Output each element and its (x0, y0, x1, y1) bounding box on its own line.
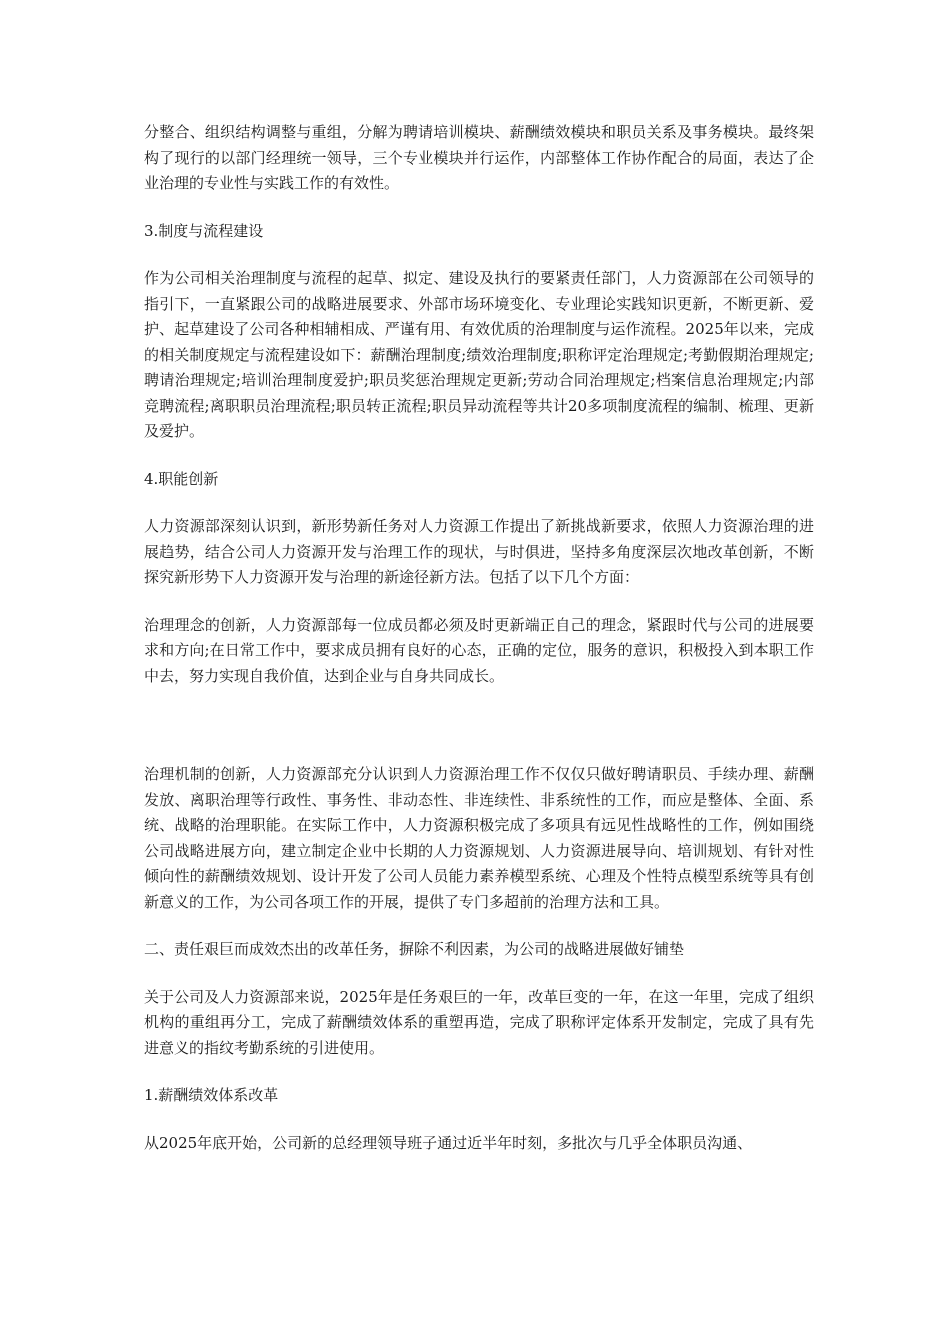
chapter-heading-2: 二、责任艰巨而成效杰出的改革任务，摒除不利因素，为公司的战略进展做好铺垫 (144, 940, 685, 958)
paragraph-system-process: 作为公司相关治理制度与流程的起草、拟定、建设及执行的要紧责任部门，人力资源部在公司领导的指引下，一直紧跟公司的战略进展要求、外部市场环境变化、专业理论实践知识更新，不断更新、爱护、起草建设了公司各种相辅相成、严谨有用、有效优质的治理制度与运作流程。2025年以来，完成的相关制度规定与流程建设如下：薪酬治理制度;绩效治理制度;职称评定治理规定;考勤假期治理规定;聘请治理规定;培训治理制度爱护;职员奖惩治理规定更新;劳动合同治理规定;档案信息治理规定;内部竞聘流程;离职职员治理流程;职员转正流程;职员异动流程等共计20多项制度流程的编制、梳理、更新及爱护。 (144, 269, 814, 440)
paragraph-function-innovation: 人力资源部深刻认识到，新形势新任务对人力资源工作提出了新挑战新要求，依照人力资源治理的进展趋势，结合公司人力资源开发与治理工作的现状，与时俱进，坚持多角度深层次地改革创新，不断探究新形势下人力资源开发与治理的新途径新方法。包括了以下几个方面： (144, 517, 814, 586)
paragraph-reform-year: 关于公司及人力资源部来说，2025年是任务艰巨的一年，改革巨变的一年，在这一年里，完成了组织机构的重组再分工，完成了薪酬绩效体系的重塑再造，完成了职称评定体系开发制定，完成了具有先进意义的指纹考勤系统的引进使用。 (144, 987, 814, 1057)
paragraph-salary-reform-start: 从2025年底开始，公司新的总经理领导班子通过近半年时刻，多批次与几乎全体职员沟通、 (144, 1133, 753, 1152)
section-heading-salary-reform: 1.薪酬绩效体系改革 (144, 1086, 279, 1104)
paragraph-concept-innovation: 治理理念的创新，人力资源部每一位成员都必须及时更新端正自己的理念，紧跟时代与公司的进展要求和方向;在日常工作中，要求成员拥有良好的心态，正确的定位，服务的意识，积极投入到本职工作中去，努力实现自我价值，达到企业与自身共同成长。 (144, 615, 814, 685)
document-body (144, 120, 814, 1156)
section-heading-4: 4.职能创新 (144, 469, 219, 488)
paragraph-mechanism-innovation: 治理机制的创新，人力资源部充分认识到人力资源治理工作不仅仅只做好聘请职员、手续办理、薪酬发放、离职治理等行政性、事务性、非动态性、非连续性、非系统性的工作，而应是整体、全面、系统、战略的治理职能。在实际工作中，人力资源积极完成了多项具有远见性战略性的工作，例如围绕公司战略进展方向，建立制定企业中长期的人力资源规划、人力资源进展导向、培训规划、有针对性倾向性的薪酬绩效规划、设计开发了公司人员能力素养模型系统、心理及个性特点模型系统等具有创新意义的工作，为公司各项工作的开展，提供了专门多超前的治理方法和工具。 (144, 765, 814, 911)
section-heading-3: 3.制度与流程建设 (144, 221, 264, 240)
paragraph-org-restructure: 分整合、组织结构调整与重组，分解为聘请培训模块、薪酬绩效模块和职员关系及事务模块。最终架构了现行的以部门经理统一领导，三个专业模块并行运作，内部整体工作协作配合的局面，表达了企业治理的专业性与实践工作的有效性。 (144, 123, 814, 192)
